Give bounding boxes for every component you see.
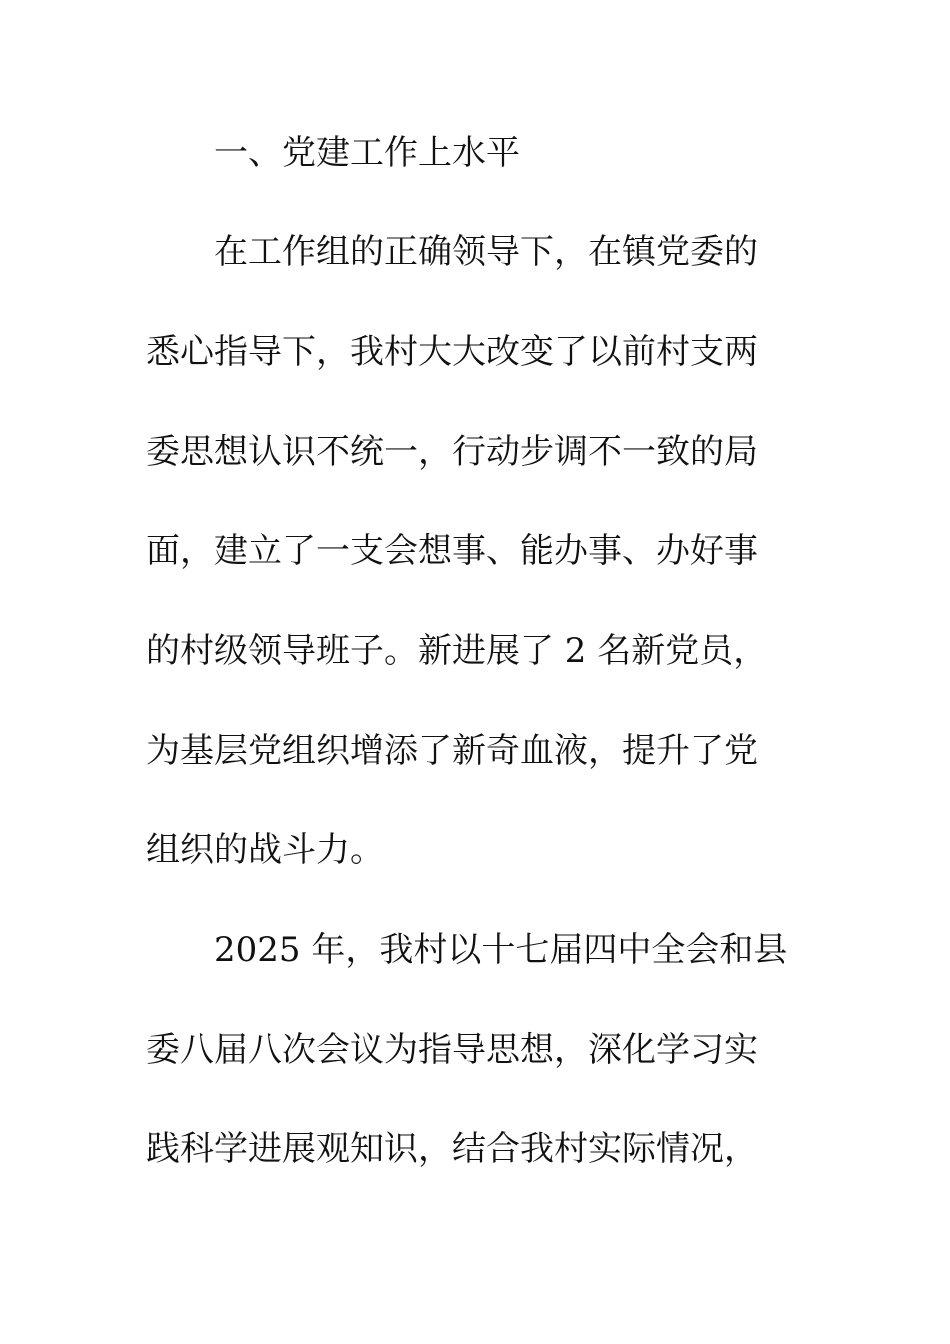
- paragraph-1-line-6: 为基层党组织增添了新奇血液，提升了党: [146, 731, 758, 771]
- paragraph-2-line-3: 践科学进展观知识，结合我村实际情况，: [146, 1129, 758, 1169]
- section-heading: 一、党建工作上水平: [214, 133, 520, 173]
- paragraph-1-line-1: 在工作组的正确领导下，在镇党委的: [214, 232, 758, 272]
- paragraph-2-line-2: 委八届八次会议为指导思想，深化学习实: [146, 1030, 758, 1070]
- paragraph-1-line-4: 面，建立了一支会想事、能办事、办好事: [146, 531, 758, 571]
- paragraph-1-line-2: 悉心指导下，我村大大改变了以前村支两: [146, 332, 758, 372]
- paragraph-1-line-7: 组织的战斗力。: [146, 830, 384, 870]
- paragraph-2-line-1: 2025 年，我村以十七届四中全会和县: [214, 930, 788, 970]
- paragraph-1-line-3: 委思想认识不统一，行动步调不一致的局: [146, 432, 758, 472]
- paragraph-1-line-5: 的村级领导班子。新进展了 2 名新党员，: [146, 631, 768, 671]
